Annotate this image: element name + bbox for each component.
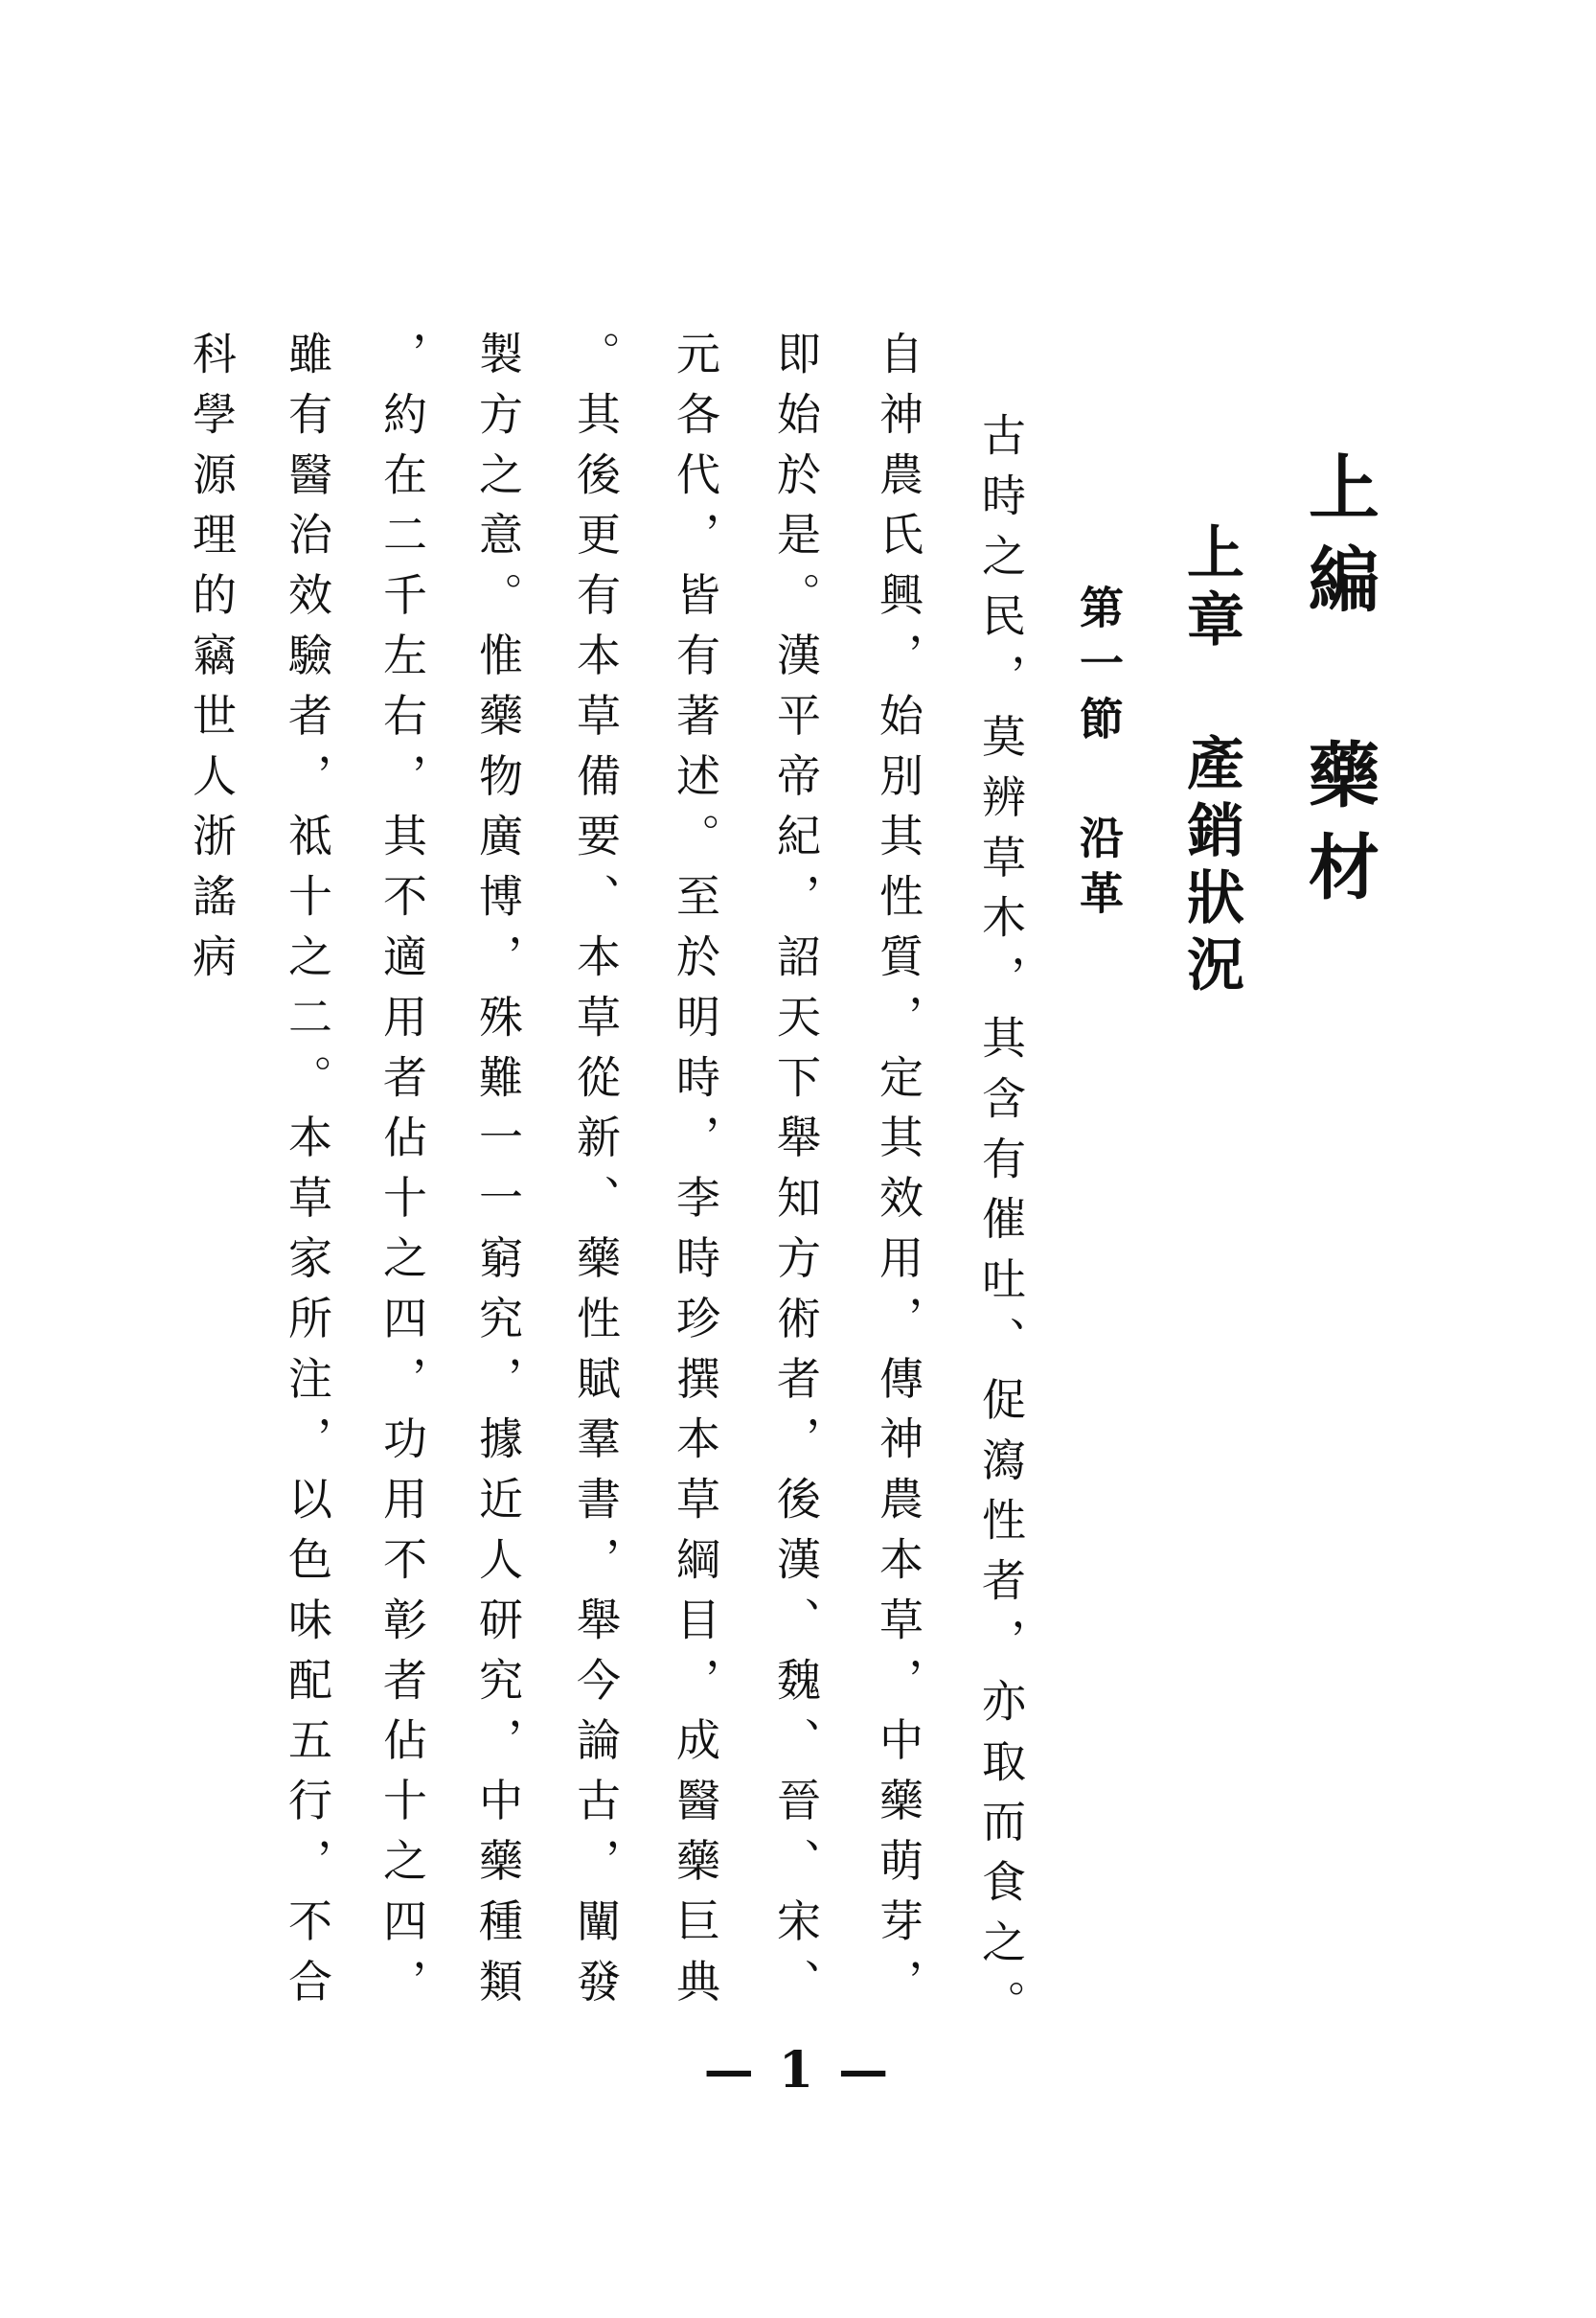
body-column: 古時之民，莫辨草木，其含有催吐、促瀉性者，亦取而食之。	[975, 412, 1027, 2040]
body-column: 元各代，皆有著述。至於明時，李時珍撰本草綱目，成醫藥巨典	[670, 331, 721, 2019]
part-title: 上編 藥材	[1297, 450, 1379, 922]
chapter-title: 上章 產銷狀況	[1177, 522, 1244, 1001]
body-column: 科學源理的竊世人浙謠病	[186, 331, 238, 994]
body-column: 即始於是。漢平帝紀，詔天下舉知方術者，後漢、魏、晉、宋、	[770, 331, 822, 2019]
body-column: ，約在二千左右，其不適用者佔十之四，功用不彰者佔十之四，	[376, 331, 428, 2019]
body-column: 自神農氏興，始別其性質，定其效用，傳神農本草，中藥萌芽，	[873, 331, 924, 2019]
section-title: 第一節 沿革	[1073, 585, 1125, 926]
body-column: 。其後更有本草備要、本草從新、藥性賦羣書，舉今論古，闡發	[570, 331, 622, 2019]
body-column: 雖有醫治效驗者，祗十之二。本草家所注，以色味配五行，不合	[282, 331, 333, 2019]
body-column: 製方之意。惟藥物廣博，殊難一一窮究，據近人研究，中藥種類	[472, 331, 524, 2019]
page-number: — 1 —	[703, 2041, 893, 2100]
